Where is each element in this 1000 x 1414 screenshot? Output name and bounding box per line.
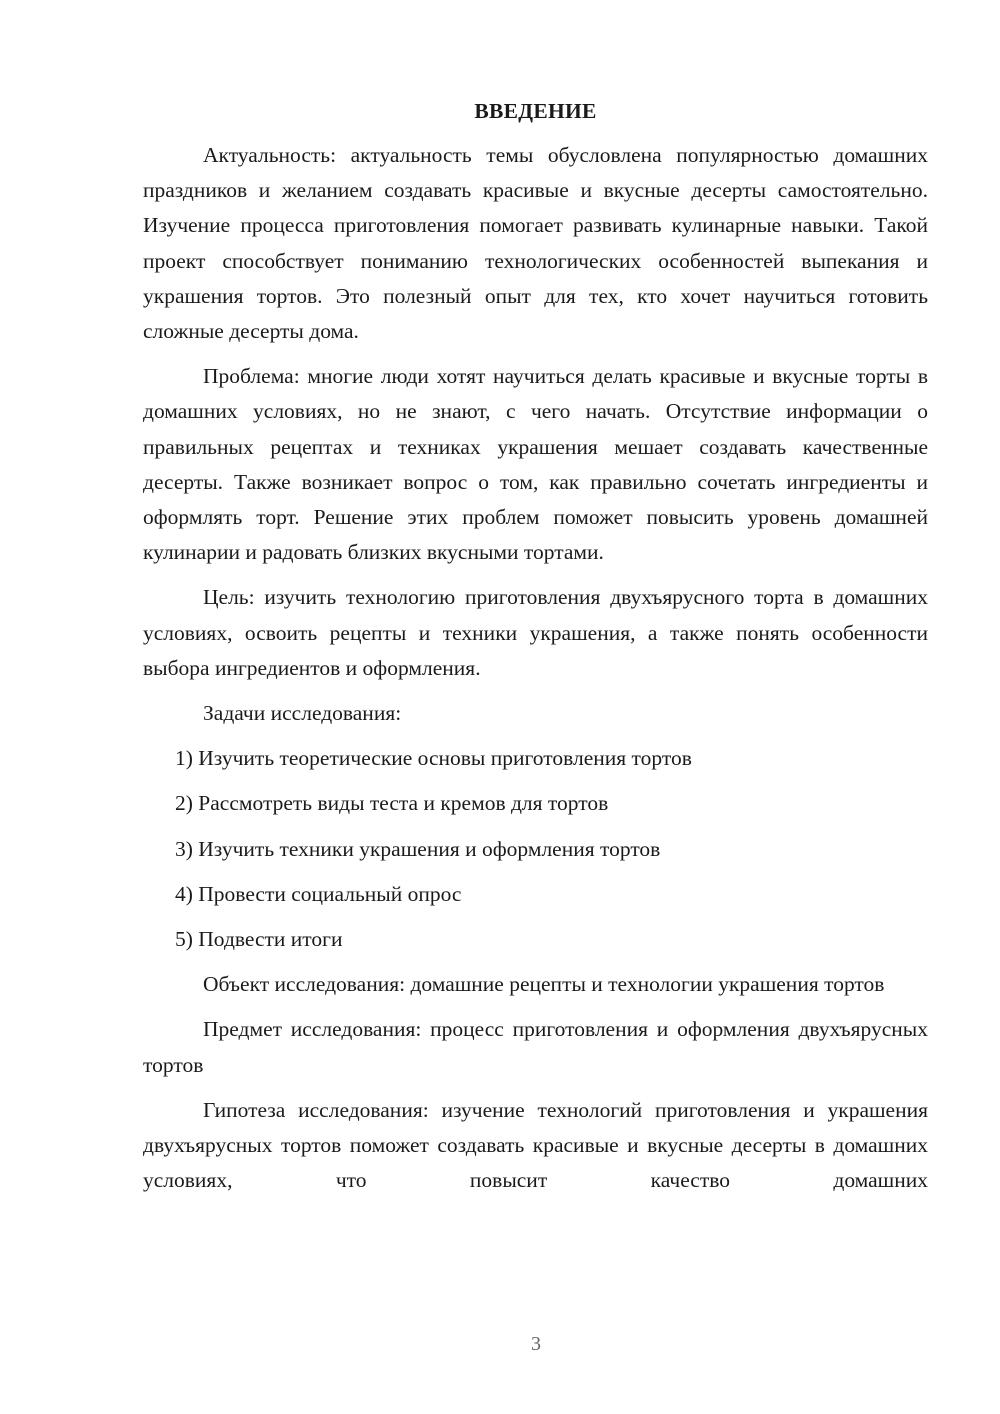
subject-paragraph: Предмет исследования: процесс приготовления и оформления двухъярусных тортов [143,1017,928,1077]
page-number: 3 [531,1333,541,1355]
hypothesis-paragraph: Гипотеза исследования: изучение технологий приготовления и украшения двухъярусных тортов поможет создавать красивые и вкусные десерты в домашних условиях, что повысит качество домашних [143,1097,928,1193]
tasks-list [143,741,928,957]
list-item: 5) Подвести итоги [175,927,343,952]
problem-paragraph: Проблема: многие люди хотят научиться делать красивые и вкусные торты в домашних условиях, но не знают, с чего начать. Отсутствие информации о правильных рецептах и техниках украшения мешает создавать качественные десерты. Также возникает вопрос о том, как правильно сочетать ингредиенты и оформлять торт. Решение этих проблем поможет повысить уровень домашней кулинарии и радовать близких вкусными тортами. [143,364,928,565]
relevance-paragraph: Актуальность: актуальность темы обусловлена популярностью домашних праздников и желанием создавать красивые и вкусные десерты самостоятельно. Изучение процесса приготовления помогает развивать кулинарные навыки. Такой проект способствует пониманию технологических особенностей выпекания и украшения тортов. Это полезный опыт для тех, кто хочет научиться готовить сложные десерты дома. [143,143,928,344]
list-item: 2) Рассмотреть виды теста и кремов для тортов [175,791,609,816]
page-title: ВВЕДЕНИЕ [474,99,597,123]
list-item: 3) Изучить техники украшения и оформления тортов [175,836,661,861]
object-paragraph: Объект исследования: домашние рецепты и технологии украшения тортов [203,972,885,997]
list-item: 1) Изучить теоретические основы приготовления тортов [175,746,692,771]
document-page [143,96,928,1208]
goal-paragraph: Цель: изучить технологию приготовления двухъярусного торта в домашних условиях, освоить рецепты и техники украшения, а также понять особенности выбора ингредиентов и оформления. [143,585,928,680]
tasks-heading: Задачи исследования: [203,701,402,726]
list-item: 4) Провести социальный опрос [175,881,462,906]
